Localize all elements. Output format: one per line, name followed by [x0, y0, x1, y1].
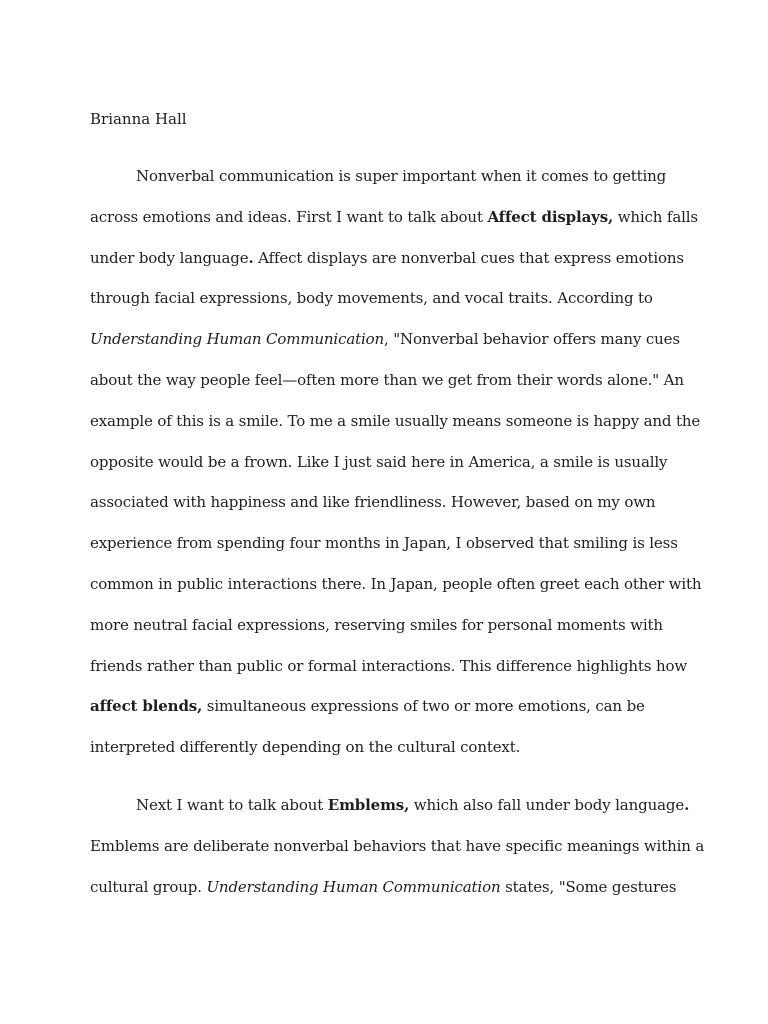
- paragraph-1-line: [90, 368, 684, 392]
- paragraph-1-line: [90, 735, 520, 759]
- paragraph-1-line: [90, 490, 655, 514]
- text-run: friends rather than public or formal interactions. This difference highlights how: [90, 656, 688, 675]
- text-run: interpreted differently depending on the cultural context.: [90, 738, 521, 757]
- paragraph-1-line: [90, 205, 698, 229]
- text-run: common in public interactions there. In Japan, people often greet each other with: [90, 575, 702, 593]
- text-run: more neutral facial expressions, reserving smiles for personal moments with: [90, 615, 663, 634]
- text-run: simultaneous expressions of two or more emotions, can be: [202, 697, 645, 716]
- author-name: Brianna Hall: [90, 110, 187, 128]
- paragraph-2-line: [90, 834, 704, 858]
- text-run: across emotions and ideas. First I want to talk about: [90, 207, 488, 226]
- text-run: Nonverbal communication is super important when it comes to getting: [136, 167, 667, 185]
- text-run: which falls: [613, 207, 698, 226]
- paragraph-2-line: [136, 793, 689, 817]
- text-run: about the way people feel—often more than we get from their words alone." An: [90, 371, 684, 389]
- paragraph-1-line: [90, 409, 700, 433]
- text-run: through facial expressions, body movements, and vocal traits. According to: [90, 289, 653, 308]
- paragraph-1-line: [90, 327, 680, 351]
- bold-term: .: [248, 248, 254, 267]
- paragraph-1-line: [90, 246, 684, 270]
- paragraph-1-line: [90, 286, 653, 310]
- text-run: experience from spending four months in Japan, I observed that smiling is less: [90, 534, 678, 553]
- text-run: Emblems are deliberate nonverbal behaviors that have specific meanings within a: [90, 836, 705, 855]
- bold-term: affect blends,: [90, 697, 203, 716]
- bold-term: Emblems,: [327, 796, 410, 814]
- text-run: which also fall under body language: [409, 796, 685, 814]
- book-title: Understanding Human Communication: [206, 877, 501, 896]
- paragraph-1-line: [90, 613, 663, 637]
- text-run: Affect displays are nonverbal cues that express emotions: [253, 248, 684, 267]
- paragraph-1-line: [90, 654, 687, 678]
- text-run: opposite would be a frown. Like I just said here in America, a smile is usually: [90, 452, 668, 471]
- text-run: , "Nonverbal behavior offers many cues: [384, 330, 680, 349]
- text-run: under body language: [90, 248, 249, 267]
- bold-term: .: [684, 796, 690, 814]
- text-run: states, "Some gestures: [500, 877, 677, 896]
- paragraph-1-line: [136, 164, 666, 188]
- paragraph-1-line: [90, 572, 701, 596]
- bold-term: Affect displays,: [487, 207, 614, 226]
- paragraph-1-line: [90, 531, 678, 555]
- text-run: example of this is a smile. To me a smile usually means someone is happy and the: [90, 411, 701, 430]
- text-run: cultural group.: [90, 877, 207, 896]
- paragraph-2-line: [90, 875, 676, 899]
- paragraph-1-line: [90, 694, 645, 718]
- book-title: Understanding Human Communication: [90, 330, 385, 349]
- text-run: associated with happiness and like friendliness. However, based on my own: [90, 493, 656, 512]
- text-run: Next I want to talk about: [136, 796, 328, 814]
- paragraph-1-line: [90, 450, 667, 474]
